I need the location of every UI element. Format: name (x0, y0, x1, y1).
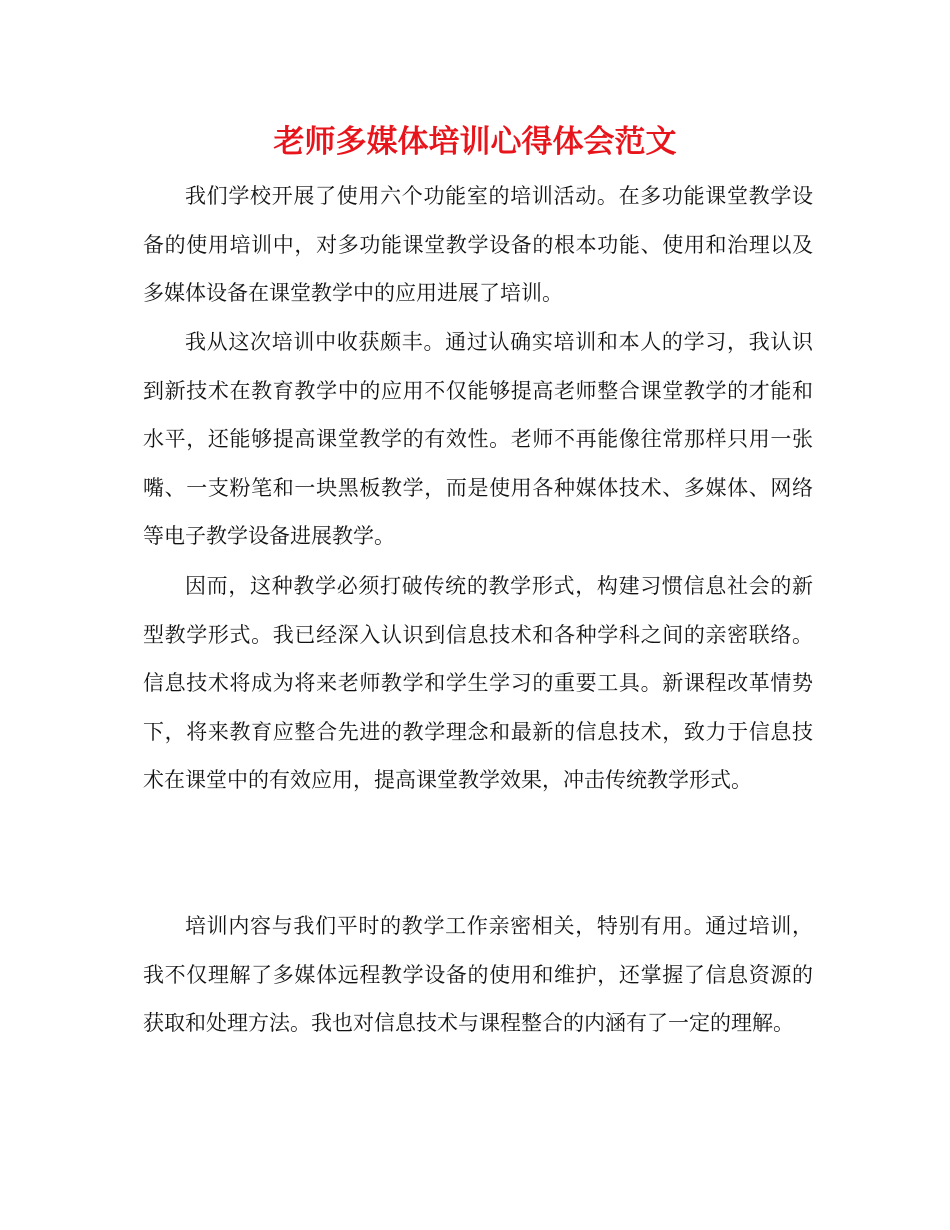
paragraph-1: 我们学校开展了使用六个功能室的培训活动。在多功能课堂教学设备的使用培训中，对多功能课堂教学设备的根本功能、使用和治理以及多媒体设备在课堂教学中的应用进展了培训。 (143, 184, 813, 306)
paragraph-4: 培训内容与我们平时的教学工作亲密相关，特别有用。通过培训，我不仅理解了多媒体远程教学设备的使用和维护，还掌握了信息资源的获取和处理方法。我也对信息技术与课程整合的内涵有了一定的理解。 (143, 914, 813, 1036)
page-title: 老师多媒体培训心得体会范文 (273, 124, 677, 160)
paragraph-3: 因而，这种教学必须打破传统的教学形式，构建习惯信息社会的新型教学形式。我已经深入认识到信息技术和各种学科之间的亲密联络。信息技术将成为将来老师教学和学生学习的重要工具。新课程改革情势下，将来教育应整合先进的教学理念和最新的信息技术，致力于信息技术在课堂中的有效应用，提高课堂教学效果，冲击传统教学形式。 (143, 574, 813, 793)
paragraph-2: 我从这次培训中收获颇丰。通过认确实培训和本人的学习，我认识到新技术在教育教学中的应用不仅能够提高老师整合课堂教学的才能和水平，还能够提高课堂教学的有效性。老师不再能像往常那样只用一张嘴、一支粉笔和一块黑板教学，而是使用各种媒体技术、多媒体、网络等电子教学设备进展教学。 (143, 330, 813, 549)
